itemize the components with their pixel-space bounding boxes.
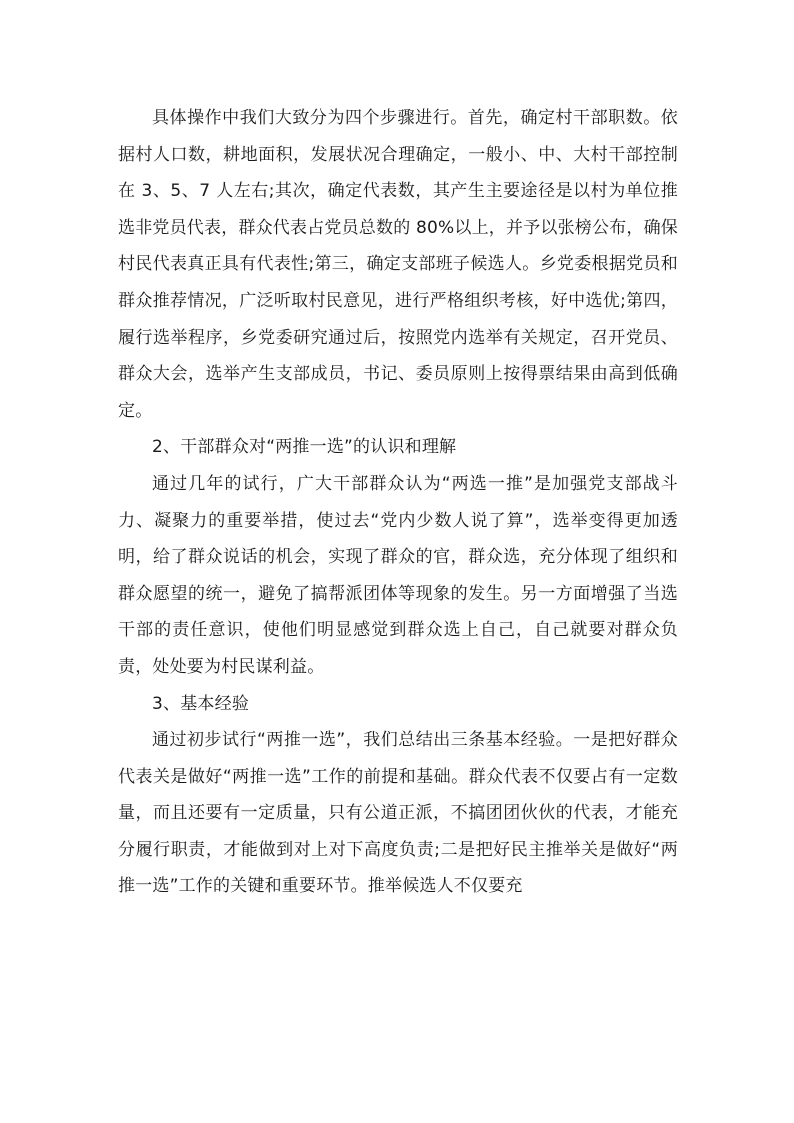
paragraph-basic-experience: 通过初步试行“两推一选”，我们总结出三条基本经验。一是把好群众代表关是做好“两推一选”工作的前提和基础。群众代表不仅要占有一定数量，而且还要有一定质量，只有公道正派，不搞团团伙伙的代表，才能充分履行职责，才能做到对上对下高度负责;二是把好民主推举关是做好“两推一选”工作的关键和重要环节。推举候选人不仅要充: [118, 730, 678, 897]
section-heading-basic-experience: 3、基本经验: [152, 693, 250, 714]
section-heading-understanding: 2、干部群众对“两推一选”的认识和理解: [152, 437, 457, 458]
paragraph-procedure-steps: 具体操作中我们大致分为四个步骤进行。首先，确定村干部职数。依据村人口数，耕地面积，发展状况合理确定，一般小、中、大村干部控制在 3、5、7 人左右;其次，确定代表数，其产生主要途径是以村为单位推选非党员代表，群众代表占党员总数的 80%以上，并予以张榜公布，确保村民代表真正具有代表性;第三，确定支部班子候选人。乡党委根据党员和群众推荐情况，广泛听取村民意见，进行严格组织考核，好中选优;第四，履行选举程序，乡党委研究通过后，按照党内选举有关规定，召开党员、群众大会，选举产生支部成员，书记、委员原则上按得票结果由高到低确定。: [118, 108, 678, 421]
paragraph-understanding: 通过几年的试行，广大干部群众认为“两选一推”是加强党支部战斗力、凝聚力的重要举措，使过去“党内少数人说了算”，选举变得更加透明，给了群众说话的机会，实现了群众的官，群众选，充分体现了组织和群众愿望的统一，避免了搞帮派团体等现象的发生。另一方面增强了当选干部的责任意识，使他们明显感觉到群众选上自己，自己就要对群众负责，处处要为村民谋利益。: [118, 473, 678, 677]
document-body: [118, 100, 678, 905]
